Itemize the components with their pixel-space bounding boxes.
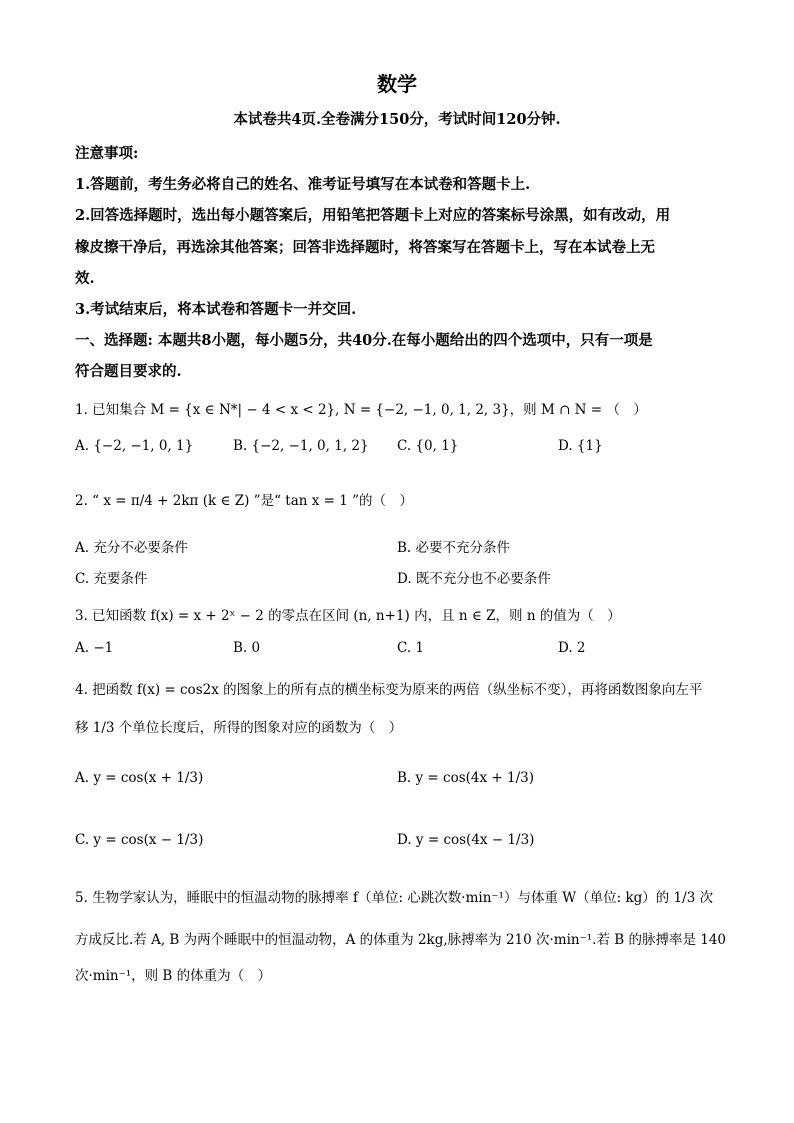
question-1-stem: 1. 已知集合 M = {x ∈ N*| − 4 < x < 2}, N = {−2, −1, 0, 1, 2, 3}，则 M ∩ N = （ ） <box>75 402 647 418</box>
question-5-stem-line-1: 5. 生物学家认为，睡眠中的恒温动物的脉搏率 f（单位: 心跳次数·min⁻¹）与体重 W（单位: kg）的 1/3 次 <box>75 890 714 906</box>
question-1-option-b[interactable]: B. {−2, −1, 0, 1, 2} <box>233 438 369 454</box>
question-1-option-c[interactable]: C. {0, 1} <box>397 438 459 454</box>
question-4-option-b[interactable]: B. y = cos(4x + 1/3) <box>397 770 534 786</box>
exam-info: 本试卷共4页.全卷满分150分，考试时间120分钟. <box>233 111 561 128</box>
question-4-stem-line-2: 移 1/3 个单位长度后，所得的图象对应的函数为（ ） <box>75 720 403 736</box>
question-2-stem: 2. “ x = π/4 + 2kπ (k ∈ Z) ”是“ tan x = 1 ”的（ ） <box>75 493 414 509</box>
question-5-stem-line-3: 次·min⁻¹，则 B 的体重为（ ） <box>75 968 272 984</box>
page-title: 数学 <box>377 72 417 96</box>
question-4-stem-line-1: 4. 把函数 f(x) = cos2x 的图象上的所有点的横坐标变为原来的两倍（纵坐标不变），再将函数图象向左平 <box>75 682 703 698</box>
question-1-option-a[interactable]: A. {−2, −1, 0, 1} <box>75 438 194 454</box>
question-3-stem: 3. 已知函数 f(x) = x + 2ˣ − 2 的零点在区间 (n, n+1) 内，且 n ∈ Z，则 n 的值为（ ） <box>75 608 621 624</box>
question-4-option-c[interactable]: C. y = cos(x − 1/3) <box>75 832 204 848</box>
note-2-line-2: 橡皮擦干净后，再选涂其他答案；回答非选择题时，将答案写在答题卡上，写在本试卷上无 <box>75 239 655 256</box>
question-3-option-d[interactable]: D. 2 <box>558 640 586 656</box>
notes-heading: 注意事项: <box>75 145 139 162</box>
question-3-option-a[interactable]: A. −1 <box>75 640 114 656</box>
question-3-option-b[interactable]: B. 0 <box>233 640 261 656</box>
question-4-option-d[interactable]: D. y = cos(4x − 1/3) <box>397 832 535 848</box>
question-2-option-a[interactable]: A. 充分不必要条件 <box>75 540 188 556</box>
question-2-option-d[interactable]: D. 既不充分也不必要条件 <box>397 571 551 587</box>
question-3-option-c[interactable]: C. 1 <box>397 640 425 656</box>
note-1: 1.答题前，考生务必将自己的姓名、准考证号填写在本试卷和答题卡上. <box>75 176 531 193</box>
note-2-line-3: 效. <box>75 270 95 287</box>
section-1-line-1: 一、选择题: 本题共8小题，每小题5分，共40分.在每小题给出的四个选项中，只有一项是 <box>75 332 653 349</box>
question-1-option-d[interactable]: D. {1} <box>558 438 603 454</box>
question-2-option-b[interactable]: B. 必要不充分条件 <box>397 540 511 556</box>
note-2-line-1: 2.回答选择题时，选出每小题答案后，用铅笔把答题卡上对应的答案标号涂黑，如有改动，用 <box>75 207 671 224</box>
section-1-line-2: 符合题目要求的. <box>75 363 182 380</box>
question-4-option-a[interactable]: A. y = cos(x + 1/3) <box>75 770 204 786</box>
note-3: 3.考试结束后，将本试卷和答题卡一并交回. <box>75 301 357 318</box>
question-2-option-c[interactable]: C. 充要条件 <box>75 571 148 587</box>
question-5-stem-line-2: 方成反比.若 A, B 为两个睡眠中的恒温动物，A 的体重为 2kg,脉搏率为 210 次·min⁻¹.若 B 的脉搏率是 140 <box>75 932 727 948</box>
